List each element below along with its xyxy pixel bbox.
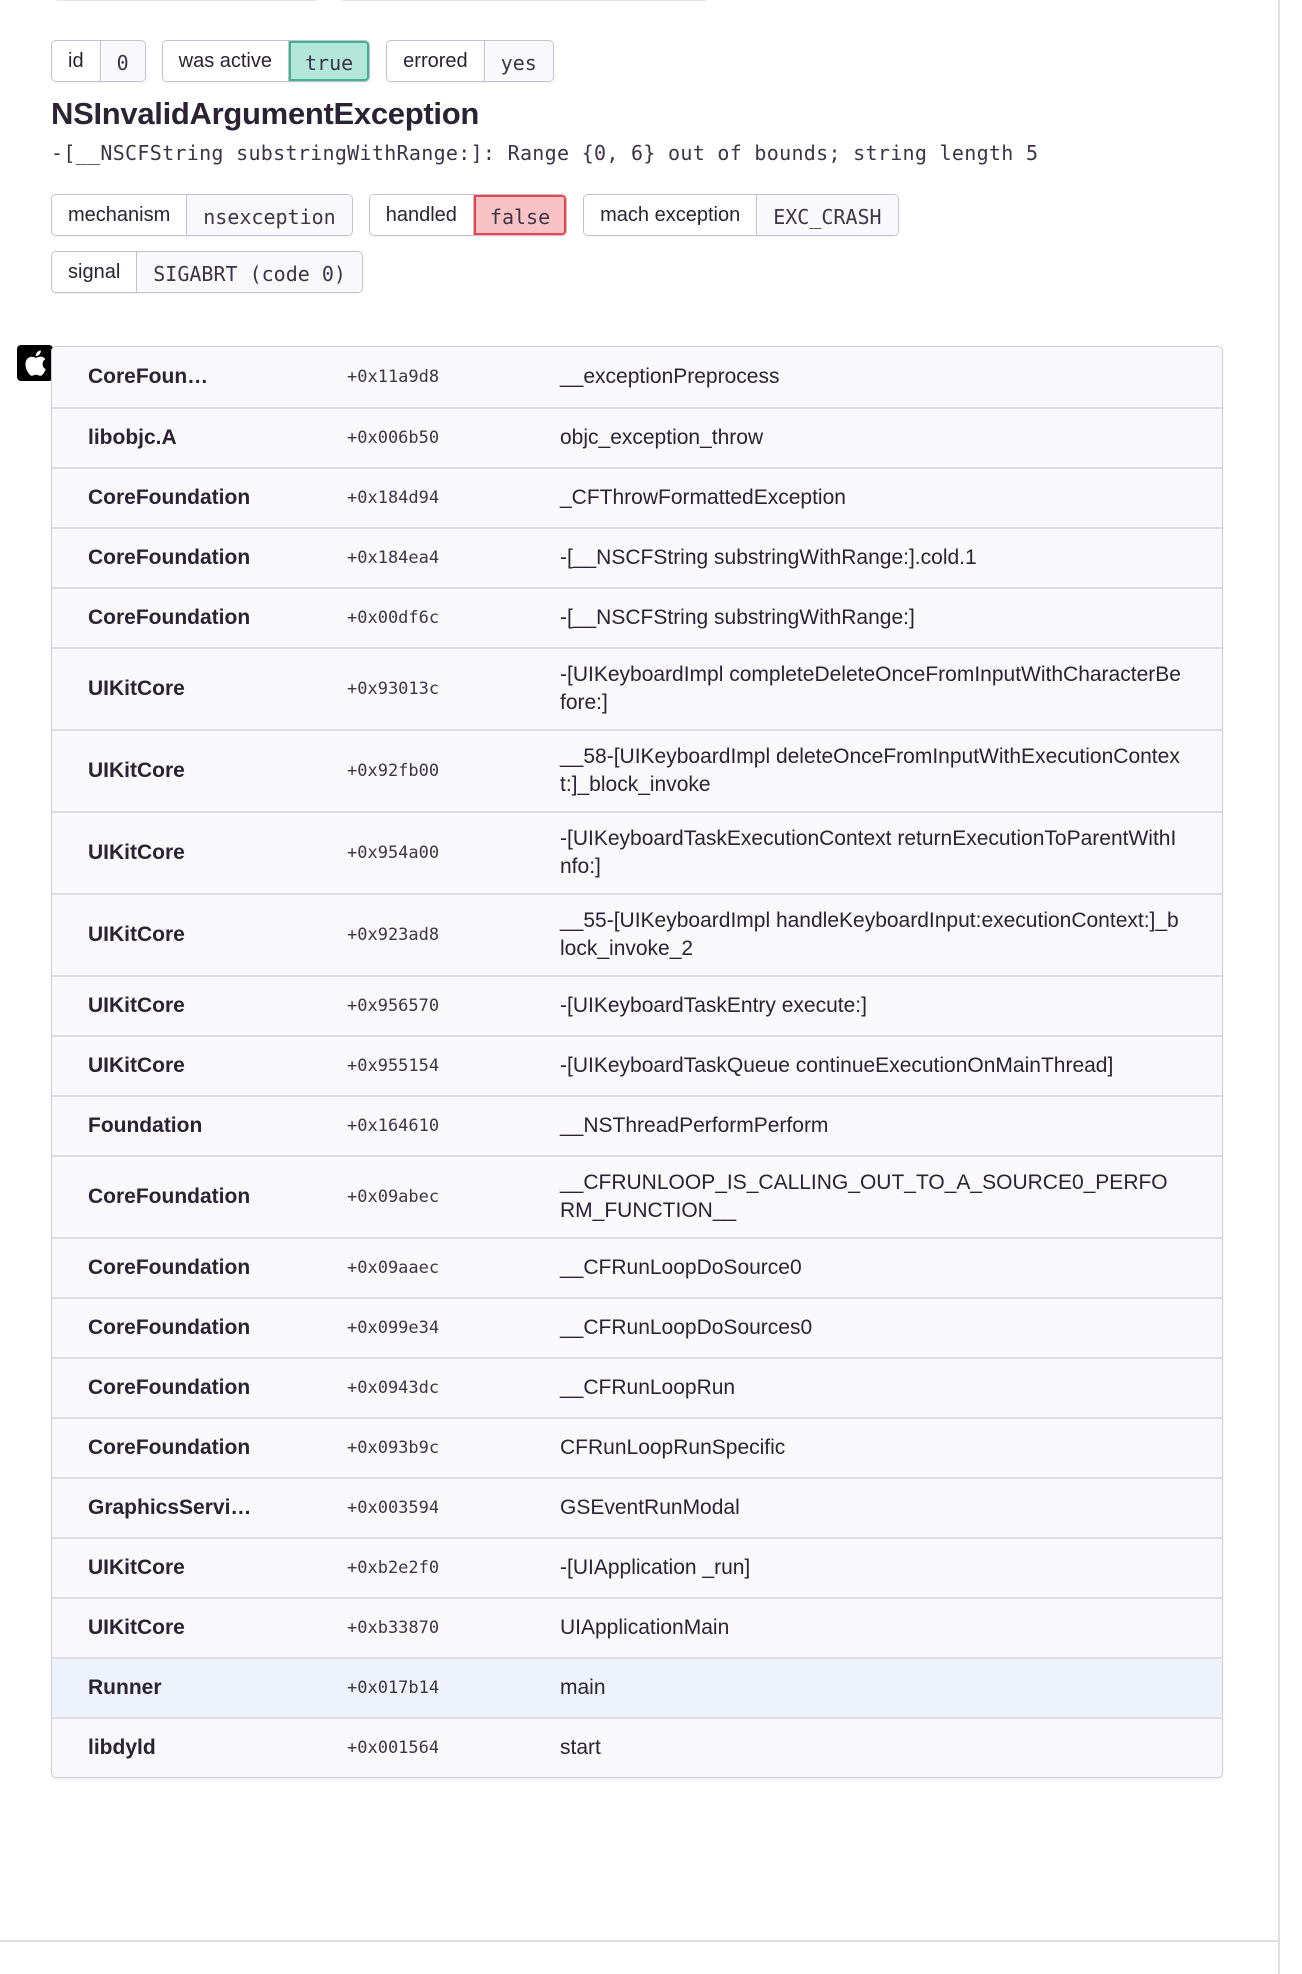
frame-function: UIApplicationMain [560,1616,730,1639]
frame-address: +0x0943dc [347,1378,440,1398]
frame-row[interactable] [52,347,1222,407]
exception-type: NSInvalidArgumentException [51,96,479,131]
frame-function: -[UIKeyboardTaskExecutionContext returnExecutionToParentWithInfo:] [560,827,1177,878]
frame-package: Foundation [88,1114,203,1137]
frame-function: GSEventRunModal [560,1496,740,1519]
frame-package: libdyld [88,1736,156,1759]
frame-package: CoreFoundation [88,1316,251,1339]
frame-row[interactable] [52,1155,1222,1237]
thread-tags [51,40,1223,82]
frame-address: +0x956570 [347,996,440,1016]
frame-address: +0x923ad8 [347,925,440,945]
frame-address: +0x09aaec [347,1258,440,1278]
tag-key: handled [370,195,474,235]
frame-row[interactable] [52,587,1222,647]
frame-package: UIKitCore [88,841,185,864]
frame-address: +0x164610 [347,1116,440,1136]
frame-address: +0x00df6c [347,608,440,628]
tag-mechanism[interactable] [51,194,353,236]
frame-row[interactable] [52,1597,1222,1657]
apple-icon [17,345,53,381]
frame-function: __55-[UIKeyboardImpl handleKeyboardInput:executionContext:]_block_invoke_2 [560,909,1179,960]
frame-address: +0x11a9d8 [347,367,440,387]
frame-row[interactable] [52,1357,1222,1417]
frame-address: +0x017b14 [347,1678,440,1698]
tag-handled[interactable] [369,194,567,236]
frame-function: -[UIApplication _run] [560,1556,751,1579]
tag-key: errored [387,41,484,81]
tag-key: was active [163,41,289,81]
frame-function: CFRunLoopRunSpecific [560,1436,786,1459]
frame-row[interactable] [52,1237,1222,1297]
frame-package: Runner [88,1676,162,1699]
frame-package: CoreFoundation [88,546,251,569]
frame-package: UIKitCore [88,1556,185,1579]
tag-value: false [474,195,566,235]
cropped-tag [54,0,318,1]
frame-address: +0x09abec [347,1187,440,1207]
frame-address: +0x099e34 [347,1318,440,1338]
frame-function: objc_exception_throw [560,426,764,449]
frame-package: GraphicsServi… [88,1496,252,1519]
frame-address: +0xb2e2f0 [347,1558,440,1578]
tag-signal[interactable] [51,251,363,293]
frame-address: +0x92fb00 [347,761,440,781]
tag-mach-exception[interactable] [583,194,898,236]
frame-row[interactable] [52,1717,1222,1777]
signal-tags [51,251,1223,293]
frame-function: -[__NSCFString substringWithRange:].cold.1 [560,546,977,569]
tag-value: yes [485,41,553,81]
frame-address: +0xb33870 [347,1618,440,1638]
frame-row[interactable] [52,1297,1222,1357]
frame-function: __CFRUNLOOP_IS_CALLING_OUT_TO_A_SOURCE0_PERFORM_FUNCTION__ [560,1171,1168,1222]
frame-function: __exceptionPreprocess [560,365,780,388]
frame-row[interactable] [52,893,1222,975]
frame-function: __NSThreadPerformPerform [560,1114,829,1137]
stack-trace [51,346,1223,1778]
exception-header [51,40,1223,293]
frame-row[interactable] [52,407,1222,467]
exception-message: -[__NSCFString substringWithRange:]: Range {0, 6} out of bounds; string length 5 [51,141,1039,165]
frame-row[interactable] [52,647,1222,729]
frame-address: +0x003594 [347,1498,440,1518]
frame-function: __CFRunLoopDoSource0 [560,1256,802,1279]
frame-function: main [560,1676,606,1699]
frame-package: libobjc.A [88,426,177,449]
tag-id[interactable] [51,40,146,82]
frame-function: __CFRunLoopRun [560,1376,736,1399]
tag-value: EXC_CRASH [757,195,897,235]
frame-address: +0x184d94 [347,488,440,508]
frame-package: UIKitCore [88,923,185,946]
frame-function: __58-[UIKeyboardImpl deleteOnceFromInputWithExecutionContext:]_block_invoke [560,745,1180,796]
frame-address: +0x184ea4 [347,548,440,568]
tag-value: SIGABRT (code 0) [137,252,362,292]
frame-list [51,346,1223,1778]
frame-package: UIKitCore [88,994,185,1017]
frame-package: CoreFoun… [88,365,209,388]
cropped-tag [339,0,709,1]
frame-package: CoreFoundation [88,1436,251,1459]
frame-package: UIKitCore [88,759,185,782]
frame-address: +0x006b50 [347,428,440,448]
panel-right-border [1278,0,1280,1974]
tag-key: mechanism [52,195,187,235]
tag-key: signal [52,252,137,292]
tag-value: true [289,41,369,81]
frame-function: -[UIKeyboardImpl completeDeleteOnceFromInputWithCharacterBefore:] [560,663,1181,714]
frame-function: -[UIKeyboardTaskEntry execute:] [560,994,867,1017]
frame-row[interactable] [52,1537,1222,1597]
frame-package: UIKitCore [88,1616,185,1639]
frame-package: CoreFoundation [88,1256,251,1279]
frame-row[interactable] [52,1095,1222,1155]
frame-row[interactable] [52,811,1222,893]
frame-row[interactable] [52,1477,1222,1537]
frame-address: +0x001564 [347,1738,440,1758]
frame-package: UIKitCore [88,677,185,700]
section-divider [0,1940,1279,1942]
frame-function: start [560,1736,601,1759]
tag-was-active[interactable] [162,40,371,82]
tag-value: nsexception [187,195,351,235]
mechanism-tags [51,194,1223,236]
frame-function: __CFRunLoopDoSources0 [560,1316,813,1339]
frame-package: UIKitCore [88,1054,185,1077]
frame-package: CoreFoundation [88,486,251,509]
tag-key: mach exception [584,195,757,235]
frame-address: +0x93013c [347,679,440,699]
frame-row-in-app[interactable] [52,1657,1222,1717]
frame-row[interactable] [52,527,1222,587]
frame-package: CoreFoundation [88,606,251,629]
tag-key: id [52,41,101,81]
frame-row[interactable] [52,467,1222,527]
frame-row[interactable] [52,975,1222,1035]
frame-address: +0x954a00 [347,843,440,863]
frame-address: +0x955154 [347,1056,440,1076]
cropped-previous-tags [54,0,709,1]
frame-row[interactable] [52,729,1222,811]
frame-address: +0x093b9c [347,1438,440,1458]
frame-function: -[UIKeyboardTaskQueue continueExecutionOnMainThread] [560,1054,1114,1077]
frame-package: CoreFoundation [88,1185,251,1208]
tag-value: 0 [101,41,145,81]
frame-row[interactable] [52,1035,1222,1095]
frame-row[interactable] [52,1417,1222,1477]
frame-package: CoreFoundation [88,1376,251,1399]
frame-function: _CFThrowFormattedException [560,486,846,509]
tag-errored[interactable] [386,40,554,82]
frame-function: -[__NSCFString substringWithRange:] [560,606,915,629]
